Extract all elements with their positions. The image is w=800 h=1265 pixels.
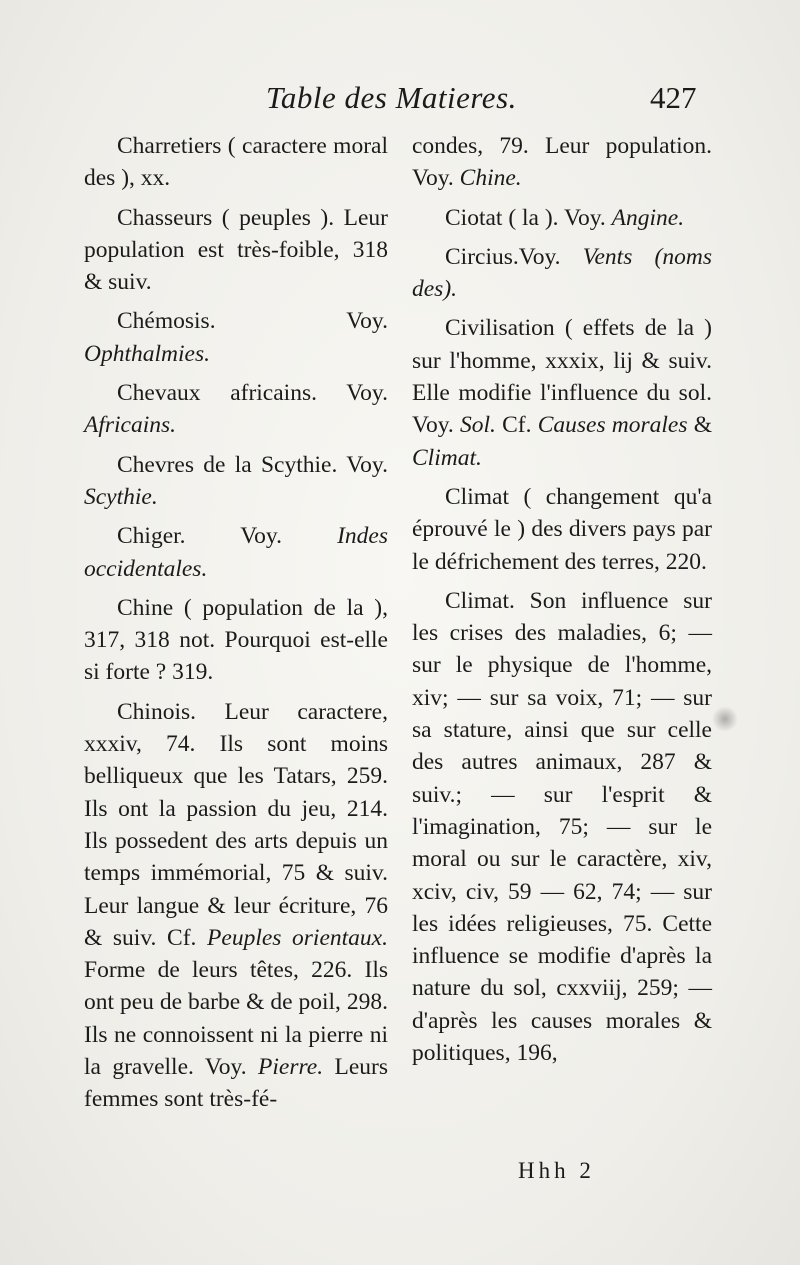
signature-mark: Hhh 2 xyxy=(518,1158,595,1183)
right-column xyxy=(412,130,712,1076)
entry-reference: Angine. xyxy=(611,204,685,231)
entry-reference: Pierre. xyxy=(258,1054,324,1081)
index-entry xyxy=(412,130,712,195)
index-entry xyxy=(84,305,388,370)
entry-text: Climat. Son influence sur les crises des maladies, 6; — sur le physique de l'homme, xiv; — sur sa voix, 71; — sur sa stature, ainsi que sur celle des autres animaux, 287 & suiv.; — sur l'esprit & l'imagination, 75; — sur le moral ou sur le caractère, xiv, xciv, civ, 59 — 62, 74; — sur les idées religieuses, 75. Cette influence se modifie d'après la nature du sol, cxxviij, 259; — d'après les causes morales & politiques, 196, xyxy=(412,587,712,1067)
index-entry xyxy=(412,585,712,1069)
entry-text: Chasseurs ( peuples ). Leur population est très-foible, 318 & suiv. xyxy=(84,204,388,296)
index-entry xyxy=(412,312,712,473)
entry-reference: Indes occidentales. xyxy=(84,523,388,582)
index-entry xyxy=(84,130,388,195)
index-entry xyxy=(84,202,388,299)
entry-reference: Causes morales xyxy=(537,412,688,439)
entry-text: Chevaux africains. Voy. xyxy=(117,380,388,407)
entry-text: Chine ( population de la ), 317, 318 not. Pourquoi est-elle si forte ? 319. xyxy=(84,594,388,686)
entry-text: Chémosis. Voy. xyxy=(117,308,388,335)
entry-text: Charretiers ( caractere moral des ), xx. xyxy=(84,133,388,192)
entry-reference: Vents (noms des). xyxy=(412,243,712,303)
index-entry xyxy=(412,241,712,306)
entry-reference: Africains. xyxy=(84,412,177,439)
ink-blot xyxy=(712,706,738,732)
running-title: Table des Matieres. xyxy=(266,80,517,115)
index-entry xyxy=(84,696,388,1116)
index-entry xyxy=(84,592,388,689)
entry-text: Chiger. Voy. xyxy=(117,523,338,550)
entry-text: Civilisation ( effets de la ) sur l'homme, xxxix, lij & suiv. Elle modifie l'influence du sol. Voy. xyxy=(412,315,712,439)
left-column xyxy=(84,130,388,1123)
index-entry xyxy=(84,520,388,585)
entry-text: condes, 79. Leur population. Voy. xyxy=(412,133,712,192)
entry-text: Chevres de la Scythie. Voy. xyxy=(117,451,388,478)
entry-text: & xyxy=(687,412,712,439)
index-entry xyxy=(412,481,712,578)
entry-text: Forme de leurs têtes, 226. Ils ont peu de barbe & de poil, 298. Ils ne connoissent ni la pierre ni la gravelle. Voy. xyxy=(84,957,388,1081)
entry-reference: Chine. xyxy=(459,165,522,192)
index-entry xyxy=(84,377,388,442)
index-entry xyxy=(412,202,712,234)
index-entry xyxy=(84,449,388,514)
entry-reference: Sol. xyxy=(460,412,496,439)
entry-text: Leurs femmes sont très-fé- xyxy=(84,1054,388,1113)
entry-text: Climat ( changement qu'a éprouvé le ) des divers pays par le défrichement des terres, 220. xyxy=(412,483,712,575)
entry-text: Ciotat ( la ). Voy. xyxy=(445,204,612,231)
entry-text: Chinois. Leur caractere, xxxiv, 74. Ils sont moins belliqueux que les Tatars, 259. Ils ont la passion du jeu, 214. Ils possedent des arts depuis un temps immémorial, 75 & suiv. Leur langue & leur écriture, 76 & suiv. Cf. xyxy=(84,698,388,951)
page-number: 427 xyxy=(650,80,697,115)
entry-reference: Peuples orientaux. xyxy=(207,924,388,951)
entry-reference: Scythie. xyxy=(84,483,158,510)
entry-text: Cf. xyxy=(495,412,538,439)
entry-reference: Climat. xyxy=(412,444,482,471)
entry-reference: Ophthalmies. xyxy=(84,340,210,367)
entry-text: Circius.Voy. xyxy=(445,243,583,270)
